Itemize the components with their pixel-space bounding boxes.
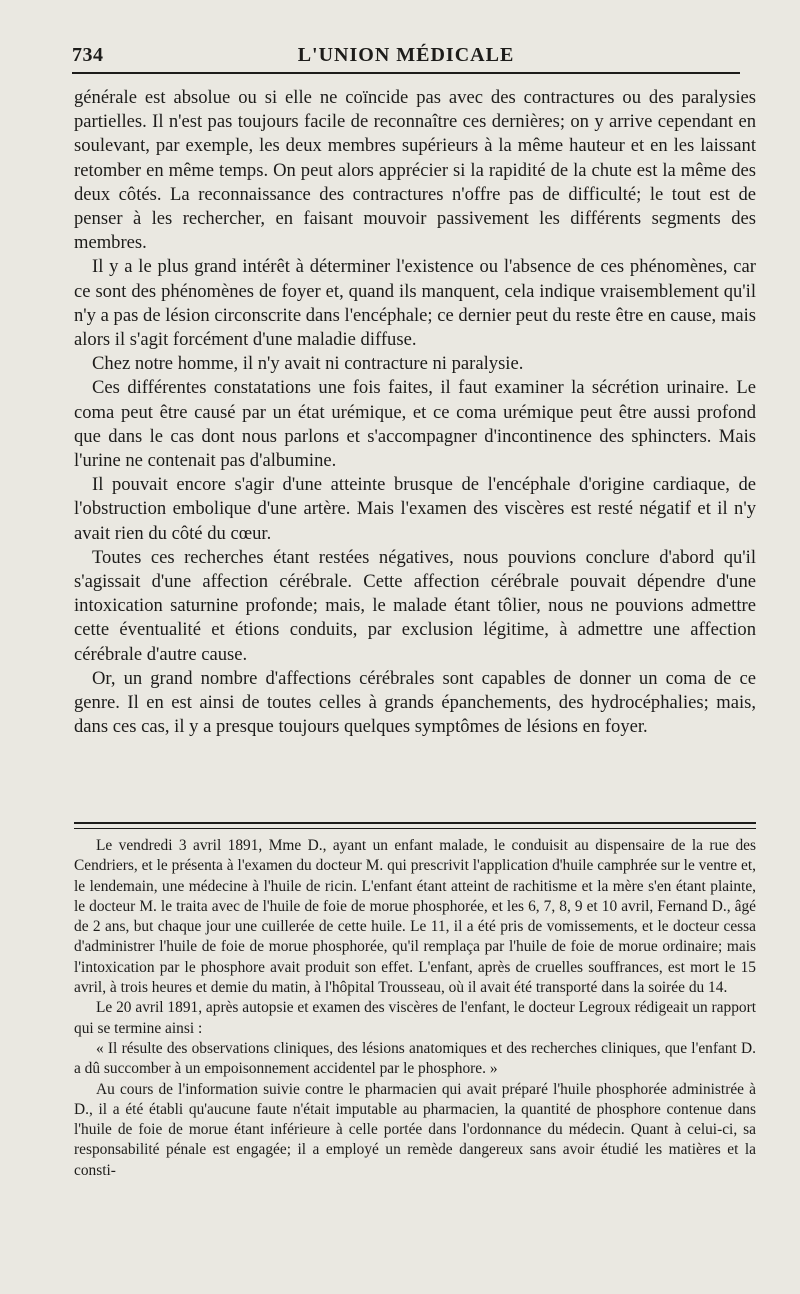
note-paragraph: Au cours de l'information suivie contre le pharmacien qui avait préparé l'huile phosphorée administrée à D., il a été établi qu'aucune faute n'était imputable au pharmacien, la quantité de phosphore contenue dans l'huile de foie de morue étant inférieure à celle portée dans l'ordonnance du médecin. Quant à celui-ci, sa responsabilité pénale est engagée; il a employé un remède dangereux sans avoir étudié les matières et la consti- (74, 1080, 756, 1179)
journal-title: L'UNION MÉDICALE (297, 44, 515, 66)
paragraph: générale est absolue ou si elle ne coïncide pas avec des contractures ou des paralysies partielles. Il n'est pas toujours facile de reconnaître ces dernières; on y arrive cependant en soulevant, par exemple, les deux membres supérieurs à la même hauteur et en les laissant retomber en même temps. On peut alors apprécier si la rapidité de la chute est la même des deux côtés. La reconnaissance des contractures n'offre pas de difficulté; le tout est de penser à les rechercher, en faisant mouvoir passivement les différents segments des membres. (74, 87, 756, 254)
paragraph: Toutes ces recherches étant restées négatives, nous pouvions conclure d'abord qu'il s'agissait d'une affection cérébrale. Cette affection cérébrale pouvait dépendre d'une intoxication saturnine profonde; mais, le malade étant tôlier, nous ne pouvions admettre cette éventualité et étions conduits, par exclusion légitime, à admettre une affection cérébrale d'autre cause. (74, 546, 756, 665)
main-text (74, 86, 756, 739)
note-paragraph: Le 20 avril 1891, après autopsie et examen des viscères de l'enfant, le docteur Legroux rédigeait un rapport qui se termine ainsi : (74, 999, 756, 1037)
paragraph: Or, un grand nombre d'affections cérébrales sont capables de donner un coma de ce genre. Il en est ainsi de toutes celles à grands épanchements, des hydrocéphalies; mais, dans ces cas, il y a presque toujours quelques symptômes de lésions en foyer. (74, 667, 756, 738)
header-rule (72, 72, 740, 74)
note-paragraph: Le vendredi 3 avril 1891, Mme D., ayant un enfant malade, le conduisit au dispensaire de la rue des Cendriers, et le présenta à l'examen du docteur M. qui prescrivit l'application d'huile camphrée sur le ventre et, le lendemain, une médecine à l'huile de ricin. L'enfant étant atteint de rachitisme et la mère s'en étant plainte, le docteur M. le traita avec de l'huile de foie de morue phosphorée, et les 6, 7, 8, 9 et 10 avril, Fernand D., âgé de 2 ans, but chaque jour une cuillerée de cette huile. Le 11, il a été pris de vomissements, et le docteur cessa d'administrer l'huile de foie de morue phosphorée, qu'il remplaça par l'huile de foie de morue ordinaire; mais l'intoxication par le phosphore avait produit son effet. L'enfant, après de cruelles souffrances, est mort le 15 avril, à trois heures et demie du matin, à l'hôpital Trousseau, où il avait été transporté dans la soirée du 14. (74, 837, 756, 997)
paragraph: Chez notre homme, il n'y avait ni contracture ni paralysie. (92, 353, 524, 375)
paragraph: Il pouvait encore s'agir d'une atteinte brusque de l'encéphale d'origine cardiaque, de l'obstruction embolique d'une artère. Mais l'examen des viscères est resté négatif et il n'y avait rien du côté du cœur. (74, 474, 756, 544)
section-divider (74, 822, 756, 829)
page-number: 734 (72, 44, 104, 66)
running-header (72, 38, 740, 68)
paragraph: Il y a le plus grand intérêt à déterminer l'existence ou l'absence de ces phénomènes, car ce sont des phénomènes de foyer et, quand ils manquent, cela indique vraisemblement qu'il n'y a pas de lésion circonscrite dans l'encéphale; ce dernier peut du reste être en cause, mais alors il s'agit forcément d'une maladie diffuse. (74, 256, 756, 351)
note-paragraph: « Il résulte des observations cliniques, des lésions anatomiques et des recherches cliniques, que l'enfant D. a dû succomber à un empoisonnement accidentel par le phosphore. » (74, 1039, 756, 1078)
paragraph: Ces différentes constatations une fois faites, il faut examiner la sécrétion urinaire. Le coma peut être causé par un état urémique, et ce coma urémique peut être aussi profond que dans le cas dont nous parlons et s'accompagner d'incontinence des sphincters. Mais l'urine ne contenait pas d'albumine. (74, 377, 756, 472)
notes-section (74, 836, 756, 1181)
